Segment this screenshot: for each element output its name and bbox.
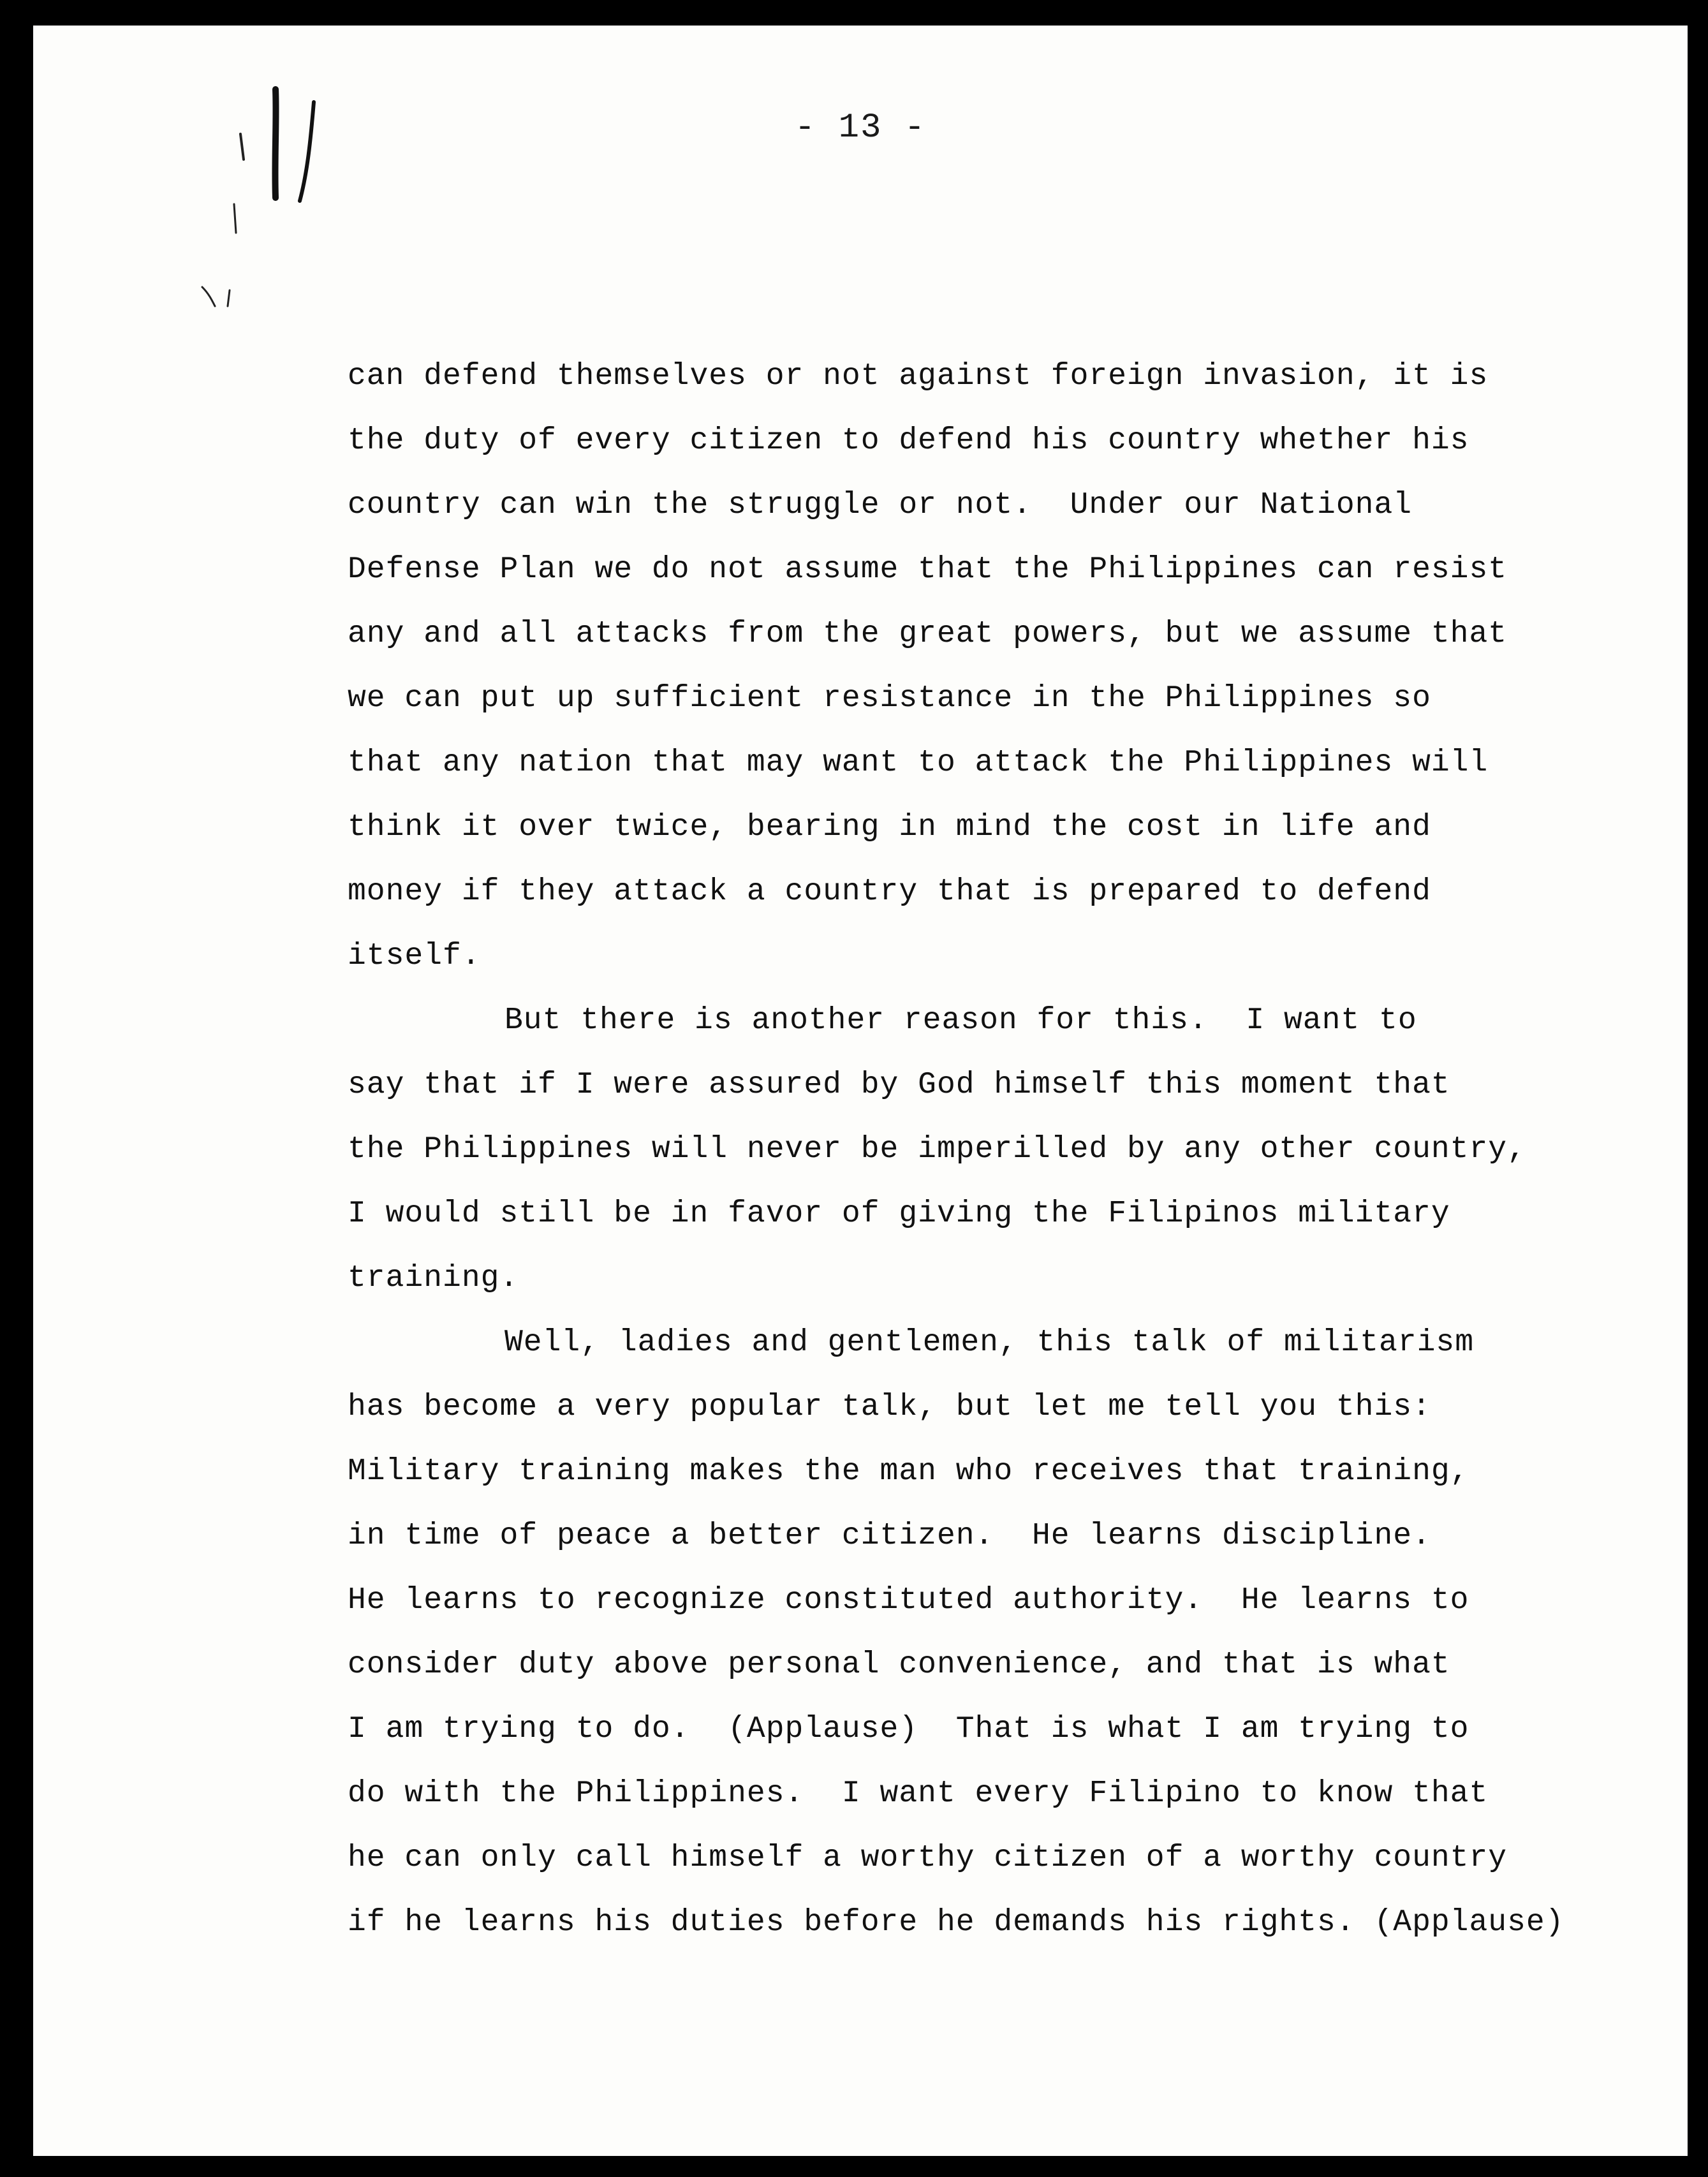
text-line: the duty of every citizen to defend his country whether his <box>348 424 1469 458</box>
document-page <box>33 26 1688 2156</box>
text-line: the Philippines will never be imperilled by any other country, <box>348 1132 1526 1167</box>
text-line: Defense Plan we do not assume that the Philippines can resist <box>348 552 1508 587</box>
text-line: itself. <box>348 939 481 973</box>
handwritten-marks <box>180 64 371 332</box>
text-line: if he learns his duties before he demands his rights. (Applause) <box>348 1905 1564 1940</box>
text-line: country can win the struggle or not. Under our National <box>348 488 1413 522</box>
text-line: can defend themselves or not against foreign invasion, it is <box>348 359 1489 394</box>
text-line: He learns to recognize constituted authority. He learns to <box>348 1583 1469 1618</box>
text-line: think it over twice, bearing in mind the cost in life and <box>348 810 1431 845</box>
text-line: consider duty above personal convenience, and that is what <box>348 1648 1450 1682</box>
text-line: Military training makes the man who receives that training, <box>348 1454 1469 1489</box>
text-line: But there is another reason for this. I want to <box>504 1003 1417 1038</box>
text-line: that any nation that may want to attack the Philippines will <box>348 746 1489 780</box>
text-line: Well, ladies and gentlemen, this talk of militarism <box>504 1325 1475 1360</box>
text-line: do with the Philippines. I want every Filipino to know that <box>348 1776 1489 1811</box>
text-line: I am trying to do. (Applause) That is what I am trying to <box>348 1712 1469 1746</box>
text-line: money if they attack a country that is prepared to defend <box>348 874 1431 909</box>
page-number: - 13 - <box>794 108 927 147</box>
text-line: in time of peace a better citizen. He learns discipline. <box>348 1519 1431 1553</box>
text-line: has become a very popular talk, but let me tell you this: <box>348 1390 1431 1424</box>
text-line: say that if I were assured by God himself this moment that <box>348 1068 1450 1102</box>
text-line: he can only call himself a worthy citizen of a worthy country <box>348 1841 1508 1875</box>
text-line: training. <box>348 1261 519 1295</box>
document-body <box>348 344 1649 1955</box>
text-line: we can put up sufficient resistance in the Philippines so <box>348 681 1431 716</box>
text-line: I would still be in favor of giving the Filipinos military <box>348 1197 1450 1231</box>
text-line: any and all attacks from the great powers, but we assume that <box>348 617 1508 651</box>
